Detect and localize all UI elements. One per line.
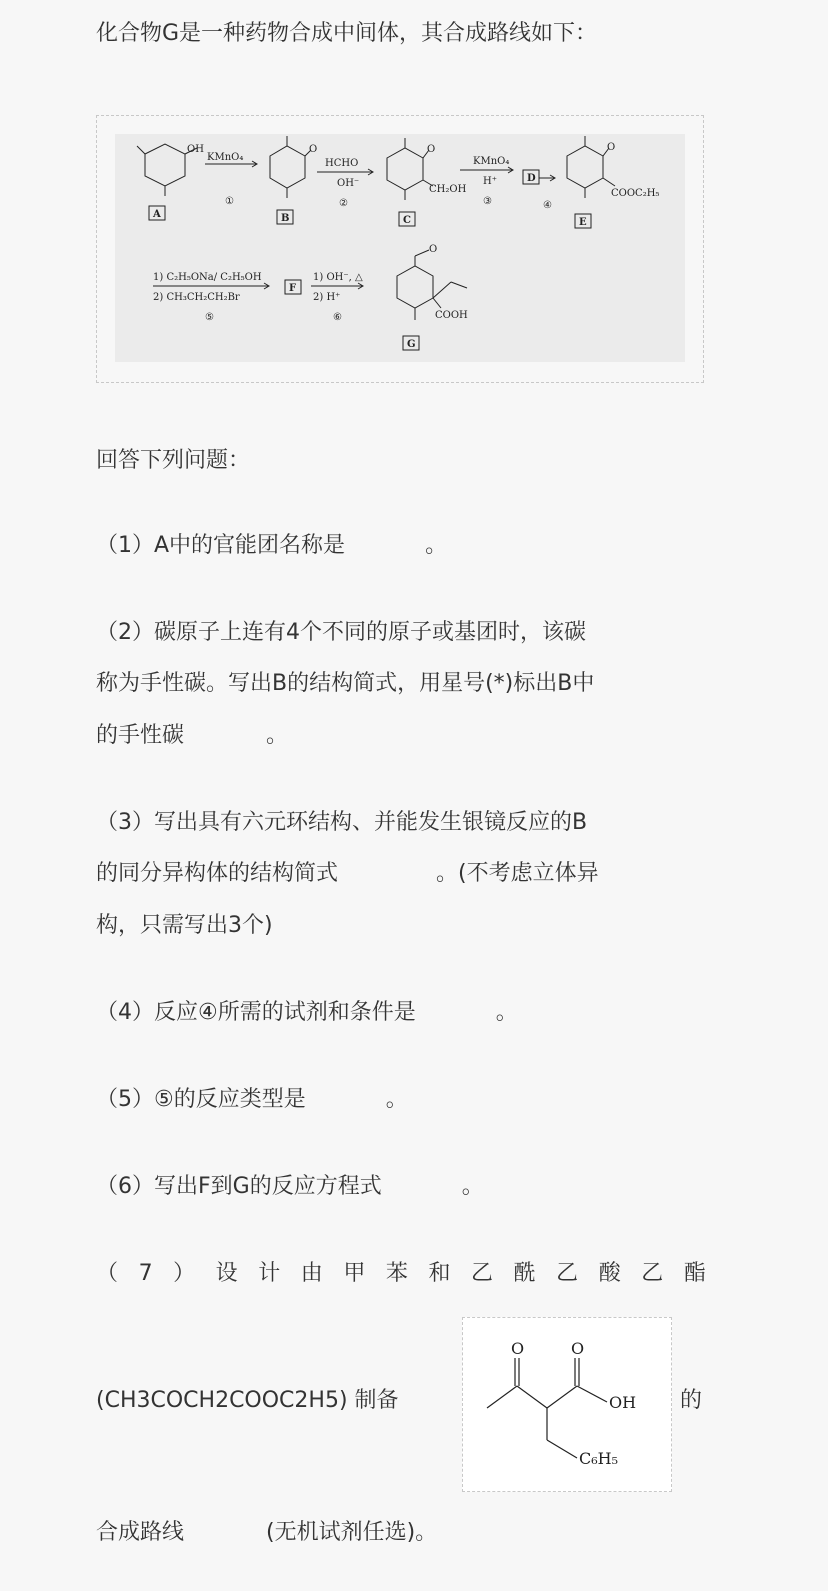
q7-char: 7 (138, 1261, 153, 1286)
question-6 (96, 1171, 706, 1203)
q7-char: 酸 (598, 1261, 621, 1286)
answer-prompt: 回答下列问题： (96, 448, 251, 473)
q6-end: 。 (461, 1174, 484, 1199)
q5-end: 。 (385, 1087, 408, 1112)
q2-line3-text: 的手性碳 (96, 723, 185, 748)
q7-char: （ (96, 1261, 119, 1286)
reagent-1-top: KMnO₄ (207, 152, 244, 163)
q4-end: 。 (495, 1000, 518, 1025)
target-molecule-svg (463, 1318, 671, 1491)
question-2-line2: 称为手性碳。写出B的结构简式，用星号(*)标出B中 (96, 671, 595, 696)
target-oh: OH (609, 1393, 637, 1412)
question-1 (96, 530, 706, 562)
q6-text: （6）写出F到G的反应方程式 (96, 1174, 382, 1199)
q7-line3a: 合成路线 (96, 1520, 185, 1545)
group-o-c: O (427, 144, 436, 155)
reagent-2-bottom: OH⁻ (337, 178, 360, 189)
scheme-image (115, 134, 685, 362)
q7-char: 酯 (683, 1261, 706, 1286)
synthesis-scheme-figure (96, 115, 704, 383)
target-c6h5: C₆H₅ (579, 1449, 619, 1468)
group-o-g: O (429, 244, 438, 255)
question-2-line1: （2）碳原子上连有4个不同的原子或基团时，该碳 (96, 620, 586, 645)
label-b: B (281, 213, 290, 224)
q7-formula: (CH3COCH2COOC2H5) (96, 1388, 348, 1413)
q7-char: ） (173, 1261, 196, 1286)
label-d: D (527, 173, 536, 184)
question-5 (96, 1084, 706, 1116)
q3-line2a: 的同分异构体的结构简式 (96, 861, 339, 886)
q5-text: （5）⑤的反应类型是 (96, 1087, 306, 1112)
reagent-5-top: 1) C₂H₅ONa/ C₂H₅OH (153, 272, 262, 283)
step-2-num: ② (339, 198, 348, 209)
q7-de: 的 (680, 1388, 703, 1413)
question-3-line1: （3）写出具有六元环结构、并能发生银镜反应的B (96, 810, 588, 835)
q3-line2b: 。(不考虑立体异 (436, 861, 599, 886)
group-o-b: O (309, 144, 318, 155)
question-7-line3 (96, 1517, 706, 1549)
question-4 (96, 997, 706, 1029)
question-2-line3 (96, 720, 706, 752)
q7-line3b: (无机试剂任选)。 (266, 1520, 438, 1545)
q7-char: 甲 (343, 1261, 366, 1286)
group-cooh: COOH (435, 310, 468, 321)
group-ch2oh: CH₂OH (429, 184, 467, 195)
reagent-2-top: HCHO (325, 158, 359, 169)
label-g: G (407, 339, 416, 350)
label-e: E (579, 217, 587, 228)
label-f: F (289, 283, 297, 294)
step-6-num: ⑥ (333, 312, 342, 323)
q7-char: 设 (215, 1261, 238, 1286)
q1-text: （1）A中的官能团名称是 (96, 533, 346, 558)
q7-char: 苯 (385, 1261, 408, 1286)
q2-end: 。 (266, 723, 289, 748)
label-a: A (153, 209, 161, 220)
group-o-e: O (607, 142, 616, 153)
step-4-num: ④ (543, 200, 552, 211)
target-o2: O (571, 1339, 585, 1358)
q7-char: 和 (428, 1261, 451, 1286)
q4-text: （4）反应④所需的试剂和条件是 (96, 1000, 416, 1025)
target-molecule-figure (462, 1317, 672, 1492)
reagent-3-bottom: H⁺ (483, 176, 497, 187)
group-oh: OH (187, 144, 204, 155)
q1-end: 。 (425, 533, 448, 558)
q7-char: 乙 (471, 1261, 494, 1286)
q7-char: 乙 (556, 1261, 579, 1286)
q7-char: 计 (258, 1261, 281, 1286)
q7-prep: 制备 (354, 1388, 399, 1413)
scheme-svg (115, 134, 685, 362)
reagent-5-bottom: 2) CH₃CH₂CH₂Br (153, 292, 240, 303)
step-3-num: ③ (483, 196, 492, 207)
reagent-6-top: 1) OH⁻, △ (313, 272, 363, 283)
question-3-line2 (96, 858, 706, 890)
question-3-line3: 构，只需写出3个) (96, 913, 273, 938)
label-c: C (403, 215, 411, 226)
q7-char: 乙 (641, 1261, 664, 1286)
reagent-3-top: KMnO₄ (473, 156, 510, 167)
step-1-num: ① (225, 196, 234, 207)
target-o1: O (511, 1339, 525, 1358)
step-5-num: ⑤ (205, 312, 214, 323)
reagent-6-bottom: 2) H⁺ (313, 292, 341, 303)
q7-char: 由 (300, 1261, 323, 1286)
question-7-line1 (96, 1258, 706, 1290)
q7-char: 酰 (513, 1261, 536, 1286)
group-cooc2h5: COOC₂H₅ (611, 188, 660, 199)
intro-text: 化合物G是一种药物合成中间体，其合成路线如下： (96, 21, 598, 46)
